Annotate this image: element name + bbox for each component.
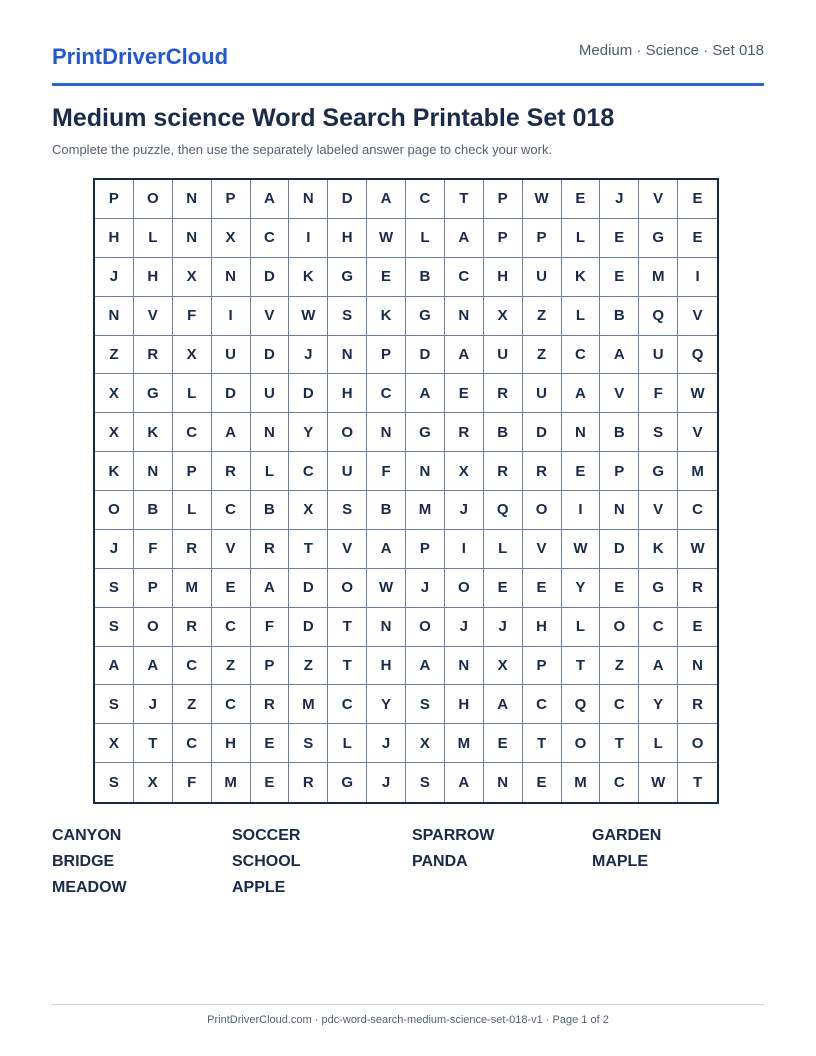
grid-cell: Z: [600, 647, 639, 686]
header-divider: [52, 83, 764, 86]
grid-cell: Y: [367, 685, 406, 724]
grid-cell: E: [484, 569, 523, 608]
grid-cell: Z: [523, 297, 562, 336]
grid-cell: C: [289, 452, 328, 491]
grid-cell: K: [95, 452, 134, 491]
grid-cell: B: [600, 297, 639, 336]
grid-cell: M: [639, 258, 678, 297]
grid-cell: U: [212, 336, 251, 375]
grid-cell: A: [600, 336, 639, 375]
grid-cell: E: [600, 258, 639, 297]
grid-cell: Z: [523, 336, 562, 375]
grid-cell: R: [212, 452, 251, 491]
grid-cell: P: [134, 569, 173, 608]
grid-cell: C: [445, 258, 484, 297]
grid-cell: A: [406, 647, 445, 686]
grid-cell: D: [600, 530, 639, 569]
grid-cell: O: [562, 724, 601, 763]
grid-cell: E: [251, 763, 290, 802]
grid-cell: A: [639, 647, 678, 686]
grid-cell: J: [134, 685, 173, 724]
grid-cell: R: [134, 336, 173, 375]
grid-cell: F: [367, 452, 406, 491]
grid-cell: C: [212, 608, 251, 647]
grid-cell: Y: [562, 569, 601, 608]
grid-cell: Q: [639, 297, 678, 336]
grid-cell: U: [639, 336, 678, 375]
grid-cell: P: [173, 452, 212, 491]
grid-cell: A: [445, 336, 484, 375]
grid-cell: L: [328, 724, 367, 763]
grid-cell: G: [639, 452, 678, 491]
grid-cell: R: [251, 685, 290, 724]
grid-cell: O: [328, 569, 367, 608]
grid-cell: E: [523, 763, 562, 802]
grid-cell: S: [639, 413, 678, 452]
grid-cell: D: [328, 180, 367, 219]
grid-cell: T: [134, 724, 173, 763]
grid-cell: S: [406, 685, 445, 724]
grid-cell: T: [328, 608, 367, 647]
grid-cell: W: [367, 569, 406, 608]
grid-cell: X: [445, 452, 484, 491]
grid-cell: J: [367, 724, 406, 763]
grid-cell: I: [678, 258, 717, 297]
grid-cell: D: [523, 413, 562, 452]
grid-cell: E: [562, 180, 601, 219]
grid-cell: V: [600, 374, 639, 413]
grid-cell: M: [289, 685, 328, 724]
grid-cell: B: [406, 258, 445, 297]
grid-cell: L: [639, 724, 678, 763]
grid-cell: L: [484, 530, 523, 569]
grid-cell: E: [445, 374, 484, 413]
grid-cell: G: [639, 219, 678, 258]
grid-cell: L: [562, 608, 601, 647]
grid-cell: A: [95, 647, 134, 686]
grid-cell: J: [367, 763, 406, 802]
grid-cell: X: [212, 219, 251, 258]
grid-cell: A: [484, 685, 523, 724]
grid-cell: L: [562, 219, 601, 258]
grid-cell: W: [289, 297, 328, 336]
grid-cell: X: [484, 297, 523, 336]
grid-cell: Y: [289, 413, 328, 452]
word-list-item: SCHOOL: [232, 853, 301, 870]
grid-cell: W: [678, 374, 717, 413]
grid-cell: P: [523, 219, 562, 258]
grid-cell: H: [445, 685, 484, 724]
grid-cell: M: [678, 452, 717, 491]
grid-cell: A: [134, 647, 173, 686]
footer-divider: [52, 1004, 764, 1005]
word-list-item: SOCCER: [232, 827, 301, 844]
grid-cell: L: [562, 297, 601, 336]
grid-cell: C: [600, 763, 639, 802]
grid-cell: R: [251, 530, 290, 569]
grid-cell: K: [639, 530, 678, 569]
grid-cell: R: [445, 413, 484, 452]
grid-cell: U: [251, 374, 290, 413]
grid-cell: O: [678, 724, 717, 763]
grid-cell: F: [134, 530, 173, 569]
grid-cell: F: [173, 763, 212, 802]
grid-cell: X: [406, 724, 445, 763]
grid-cell: M: [445, 724, 484, 763]
grid-cell: F: [251, 608, 290, 647]
grid-cell: C: [212, 685, 251, 724]
grid-cell: J: [445, 608, 484, 647]
word-list-item: APPLE: [232, 879, 286, 896]
grid-cell: C: [251, 219, 290, 258]
grid-cell: X: [95, 724, 134, 763]
grid-cell: X: [173, 336, 212, 375]
grid-cell: I: [562, 491, 601, 530]
grid-cell: O: [134, 180, 173, 219]
grid-cell: Z: [212, 647, 251, 686]
grid-cell: W: [678, 530, 717, 569]
grid-cell: G: [639, 569, 678, 608]
grid-cell: V: [251, 297, 290, 336]
grid-cell: G: [328, 763, 367, 802]
grid-cell: D: [251, 258, 290, 297]
grid-cell: C: [562, 336, 601, 375]
grid-cell: O: [406, 608, 445, 647]
grid-cell: E: [678, 180, 717, 219]
grid-cell: N: [134, 452, 173, 491]
grid-cell: H: [328, 219, 367, 258]
grid-cell: X: [484, 647, 523, 686]
grid-cell: S: [95, 569, 134, 608]
grid-cell: L: [251, 452, 290, 491]
grid-cell: R: [484, 452, 523, 491]
grid-cell: W: [523, 180, 562, 219]
grid-cell: W: [562, 530, 601, 569]
grid-cell: D: [289, 374, 328, 413]
grid-cell: C: [678, 491, 717, 530]
grid-cell: T: [523, 724, 562, 763]
grid-cell: Q: [678, 336, 717, 375]
grid-cell: A: [212, 413, 251, 452]
grid-cell: E: [600, 569, 639, 608]
grid-cell: M: [406, 491, 445, 530]
grid-cell: N: [328, 336, 367, 375]
grid-cell: N: [95, 297, 134, 336]
page-subtitle: Complete the puzzle, then use the separately labeled answer page to check your work.: [52, 142, 553, 157]
grid-cell: M: [173, 569, 212, 608]
grid-cell: T: [562, 647, 601, 686]
grid-cell: E: [678, 219, 717, 258]
grid-cell: C: [173, 724, 212, 763]
grid-cell: P: [484, 219, 523, 258]
grid-cell: N: [678, 647, 717, 686]
grid-cell: A: [367, 530, 406, 569]
grid-cell: V: [639, 491, 678, 530]
grid-cell: O: [445, 569, 484, 608]
word-list-item: CANYON: [52, 827, 122, 844]
grid-cell: P: [95, 180, 134, 219]
grid-cell: S: [328, 297, 367, 336]
grid-cell: B: [134, 491, 173, 530]
grid-cell: O: [134, 608, 173, 647]
grid-cell: E: [367, 258, 406, 297]
grid-cell: R: [173, 530, 212, 569]
grid-cell: C: [173, 413, 212, 452]
grid-cell: D: [289, 608, 328, 647]
grid-cell: R: [523, 452, 562, 491]
grid-cell: N: [445, 647, 484, 686]
grid-cell: J: [289, 336, 328, 375]
grid-cell: Q: [484, 491, 523, 530]
grid-cell: L: [406, 219, 445, 258]
grid-cell: D: [212, 374, 251, 413]
grid-cell: N: [406, 452, 445, 491]
grid-cell: L: [134, 219, 173, 258]
grid-cell: O: [328, 413, 367, 452]
grid-cell: T: [692, 774, 703, 792]
grid-cell: D: [406, 336, 445, 375]
grid-cell: C: [328, 685, 367, 724]
grid-cell: V: [212, 530, 251, 569]
grid-cell: O: [523, 491, 562, 530]
grid-cell: J: [484, 608, 523, 647]
grid-cell: V: [639, 180, 678, 219]
grid-cell: P: [406, 530, 445, 569]
grid-cell: U: [328, 452, 367, 491]
grid-cell: A: [562, 374, 601, 413]
grid-cell: N: [445, 297, 484, 336]
grid-cell: N: [251, 413, 290, 452]
grid-cell: T: [600, 724, 639, 763]
grid-cell: Q: [562, 685, 601, 724]
word-list-item: SPARROW: [412, 827, 495, 844]
word-search-grid: [93, 178, 719, 804]
grid-cell: M: [212, 763, 251, 802]
grid-cell: D: [289, 569, 328, 608]
grid-cell: N: [562, 413, 601, 452]
grid-cell: K: [367, 297, 406, 336]
grid-cell: B: [484, 413, 523, 452]
grid-cell: P: [523, 647, 562, 686]
grid-cell: H: [212, 724, 251, 763]
grid-cell: E: [562, 452, 601, 491]
grid-cell: N: [367, 608, 406, 647]
grid-cell: S: [328, 491, 367, 530]
grid-cell: A: [251, 569, 290, 608]
grid-cell: G: [328, 258, 367, 297]
grid-cell: A: [251, 180, 290, 219]
grid-cell: J: [600, 180, 639, 219]
grid-cell: H: [367, 647, 406, 686]
grid-cell: B: [251, 491, 290, 530]
grid-cell: K: [289, 258, 328, 297]
grid-cell: P: [367, 336, 406, 375]
word-list: [52, 826, 772, 897]
grid-cell: Z: [289, 647, 328, 686]
grid-cell: N: [173, 219, 212, 258]
grid-cell: C: [173, 647, 212, 686]
grid-cell: V: [523, 530, 562, 569]
word-list-item: GARDEN: [592, 827, 662, 844]
grid-cell: K: [134, 413, 173, 452]
grid-cell: Z: [173, 685, 212, 724]
word-list-item: BRIDGE: [52, 853, 115, 870]
grid-cell: S: [95, 763, 134, 802]
brand-logo: PrintDriverCloud: [52, 44, 229, 69]
grid-cell: J: [445, 491, 484, 530]
grid-cell: W: [367, 219, 406, 258]
grid-cell: A: [367, 180, 406, 219]
grid-cell: J: [95, 258, 134, 297]
grid-cell: R: [173, 608, 212, 647]
grid-cell: B: [367, 491, 406, 530]
grid-cell: S: [406, 763, 445, 802]
grid-cell: D: [251, 336, 290, 375]
grid-cell: P: [600, 452, 639, 491]
grid-cell: X: [134, 763, 173, 802]
word-list-item: MEADOW: [52, 879, 127, 896]
grid-cell: V: [678, 297, 717, 336]
grid-cell: E: [523, 569, 562, 608]
grid-cell: R: [484, 374, 523, 413]
grid-cell: H: [95, 219, 134, 258]
grid-cell: P: [212, 180, 251, 219]
grid-cell: N: [173, 180, 212, 219]
grid-cell: J: [406, 569, 445, 608]
grid-cell: X: [95, 413, 134, 452]
grid-cell: S: [95, 685, 134, 724]
grid-cell: E: [600, 219, 639, 258]
grid-cell: T: [289, 530, 328, 569]
grid-cell: A: [445, 763, 484, 802]
grid-cell: N: [600, 491, 639, 530]
page-footer: PrintDriverCloud.com · pdc-word-search-medium-science-set-018-v1 · Page 1 of 2: [207, 1014, 609, 1026]
grid-cell: F: [173, 297, 212, 336]
grid-cell: N: [484, 763, 523, 802]
grid-cell: E: [484, 724, 523, 763]
grid-cell: H: [484, 258, 523, 297]
grid-cell: K: [562, 258, 601, 297]
grid-cell: L: [173, 491, 212, 530]
grid-cell: U: [484, 336, 523, 375]
grid-cell: C: [406, 180, 445, 219]
grid-cell: T: [328, 647, 367, 686]
grid-cell: R: [678, 569, 717, 608]
grid-cell: O: [600, 608, 639, 647]
grid-cell: X: [173, 258, 212, 297]
grid-cell: N: [212, 258, 251, 297]
grid-cell: V: [134, 297, 173, 336]
grid-cell: H: [134, 258, 173, 297]
grid-cell: J: [95, 530, 134, 569]
grid-cell: P: [251, 647, 290, 686]
grid-cell: A: [445, 219, 484, 258]
grid-cell: R: [678, 685, 717, 724]
grid-cell: C: [367, 374, 406, 413]
grid-cell: A: [406, 374, 445, 413]
grid-cell: R: [289, 763, 328, 802]
grid-cell: N: [289, 180, 328, 219]
puzzle-meta: Medium · Science · Set 018: [578, 42, 764, 59]
grid-cell: X: [95, 374, 134, 413]
grid-cell: W: [639, 763, 678, 802]
grid-cell: S: [289, 724, 328, 763]
grid-cell: L: [173, 374, 212, 413]
word-list-item: PANDA: [412, 853, 468, 870]
grid-cell: X: [289, 491, 328, 530]
grid-cell: H: [328, 374, 367, 413]
grid-cell: G: [406, 413, 445, 452]
grid-cell: N: [367, 413, 406, 452]
grid-cell: P: [484, 180, 523, 219]
grid-cell: U: [523, 374, 562, 413]
grid-cell: Y: [639, 685, 678, 724]
grid-cell: S: [95, 608, 134, 647]
grid-cell: G: [406, 297, 445, 336]
grid-cell: C: [523, 685, 562, 724]
grid-cell: E: [251, 724, 290, 763]
word-list-item: MAPLE: [592, 853, 648, 870]
grid-cell: V: [328, 530, 367, 569]
grid-cell: V: [678, 413, 717, 452]
grid-cell: M: [562, 763, 601, 802]
grid-cell: O: [95, 491, 134, 530]
grid-cell: E: [678, 608, 717, 647]
grid-cell: C: [600, 685, 639, 724]
grid-cell: T: [445, 180, 484, 219]
grid-cell: H: [523, 608, 562, 647]
grid-cell: I: [212, 297, 251, 336]
grid-cell: B: [600, 413, 639, 452]
page-title: Medium science Word Search Printable Set 018: [52, 104, 615, 132]
grid-cell: C: [639, 608, 678, 647]
grid-cell: G: [134, 374, 173, 413]
grid-cell: E: [212, 569, 251, 608]
grid-cell: C: [212, 491, 251, 530]
grid-cell: U: [523, 258, 562, 297]
grid-cell: I: [289, 219, 328, 258]
grid-cell: F: [639, 374, 678, 413]
grid-cell: Z: [95, 336, 134, 375]
grid-cell: I: [445, 530, 484, 569]
